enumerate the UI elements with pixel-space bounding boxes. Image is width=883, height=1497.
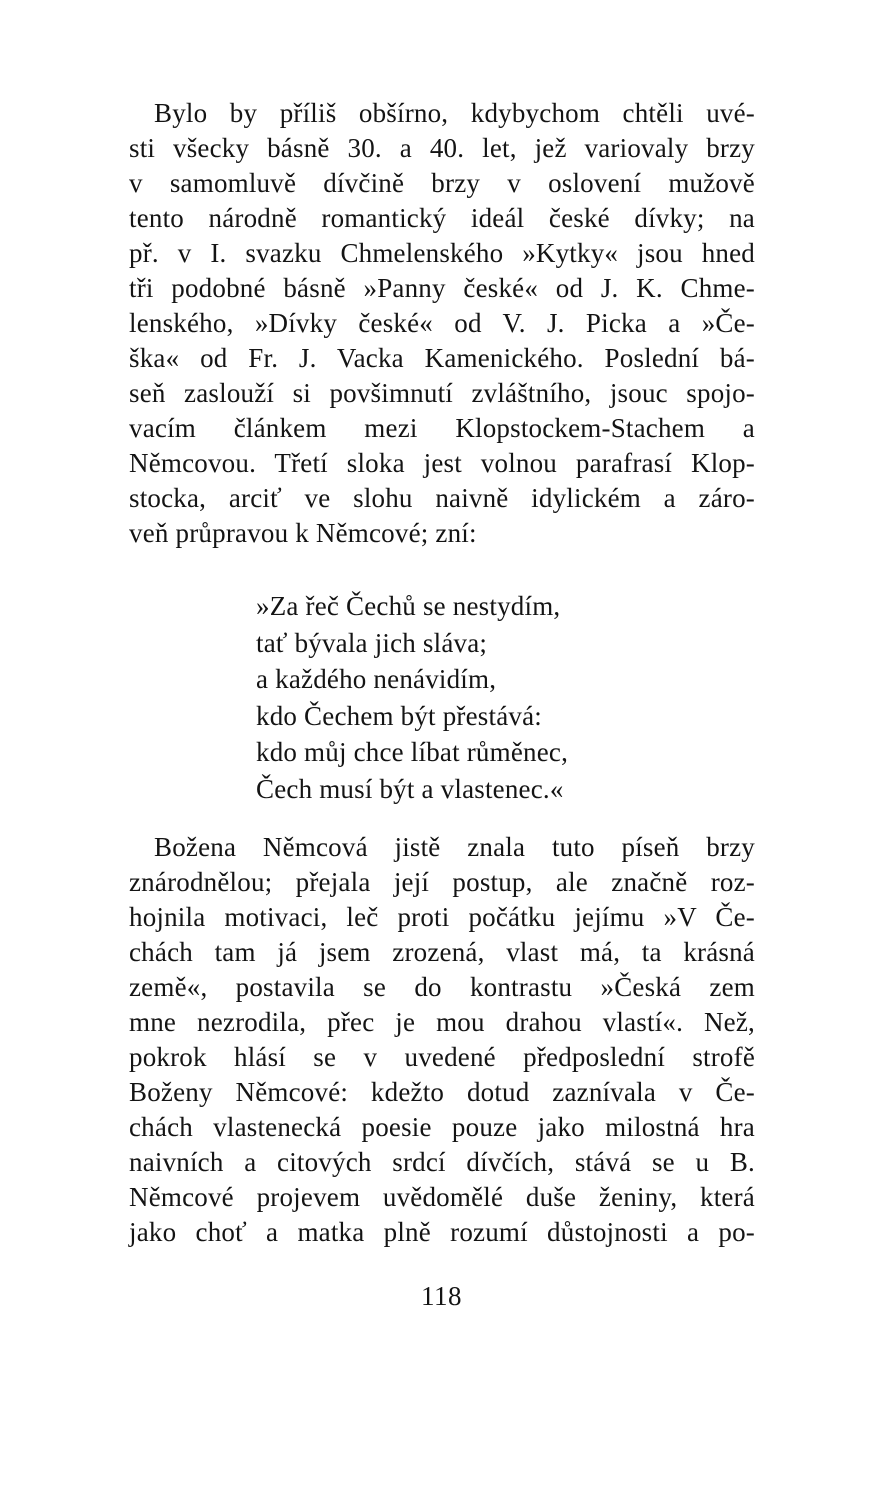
text-line: tento národně romantický ideál české dívky; na xyxy=(129,203,755,233)
poem-stanza xyxy=(256,588,568,807)
text-line: Boženy Němcové: kdežto dotud zaznívala v Če- xyxy=(129,1077,755,1107)
poem-verse: kdo můj chce líbat růměnec, xyxy=(256,737,569,767)
poem-verse: kdo Čechem být přestává: xyxy=(256,700,542,731)
text-line: tři podobné básně »Panny české« od J. K. Chme- xyxy=(129,273,755,303)
text-line: hojnila motivaci, leč proti počátku jejímu »V Če- xyxy=(129,902,755,932)
text-line: země«, postavila se do kontrastu »Česká zem xyxy=(129,972,755,1002)
paragraph-1 xyxy=(129,96,755,551)
text-line: jako choť a matka plně rozumí důstojnosti a po- xyxy=(129,1217,755,1247)
text-line: vacím článkem mezi Klopstockem-Stachem a xyxy=(129,413,755,443)
text-line: znárodnělou; přejala její postup, ale značně roz- xyxy=(129,867,755,897)
text-line: chách vlastenecká poesie pouze jako milostná hra xyxy=(129,1112,755,1142)
text-line: mne nezrodila, přec je mou drahou vlastí«. Než, xyxy=(129,1007,755,1037)
text-line: chách tam já jsem zrozená, vlast má, ta krásná xyxy=(129,937,755,967)
text-line: pokrok hlásí se v uvedené předposlední strofě xyxy=(129,1042,755,1072)
text-line: Němcovou. Třetí sloka jest volnou parafrasí Klop- xyxy=(129,448,755,478)
text-line: Božena Němcová jistě znala tuto píseň brzy xyxy=(154,832,755,862)
poem-verse: Čech musí být a vlastenec.« xyxy=(256,773,564,804)
text-line: v samomluvě dívčině brzy v oslovení mužově xyxy=(129,168,755,198)
text-line: př. v I. svazku Chmelenského »Kytky« jsou hned xyxy=(129,238,755,268)
poem-verse: »Za řeč Čechů se nestydím, xyxy=(256,591,561,621)
poem-verse: tať bývala jich sláva; xyxy=(256,627,488,658)
text-line: veň průpravou k Němcové; zní: xyxy=(129,518,477,548)
poem-verse: a každého nenávidím, xyxy=(256,664,497,694)
text-line: lenského, »Dívky české« od V. J. Picka a »Če- xyxy=(129,308,755,338)
text-line: sti všecky básně 30. a 40. let, jež variovaly brzy xyxy=(129,133,755,163)
text-line: ška« od Fr. J. Vacka Kamenického. Poslední bá- xyxy=(129,343,755,373)
text-line: naivních a citových srdcí dívčích, stává se u B. xyxy=(129,1147,755,1177)
paragraph-2 xyxy=(129,830,755,1250)
text-line: Němcové projevem uvědomělé duše ženiny, která xyxy=(129,1182,755,1212)
text-line: seň zaslouží si povšimnutí zvláštního, jsouc spojo- xyxy=(129,378,755,408)
page-number: 118 xyxy=(421,1281,462,1311)
text-line: stocka, arciť ve slohu naivně idylickém a záro- xyxy=(129,483,755,513)
text-line: Bylo by příliš obšírno, kdybychom chtěli uvé- xyxy=(154,98,755,128)
